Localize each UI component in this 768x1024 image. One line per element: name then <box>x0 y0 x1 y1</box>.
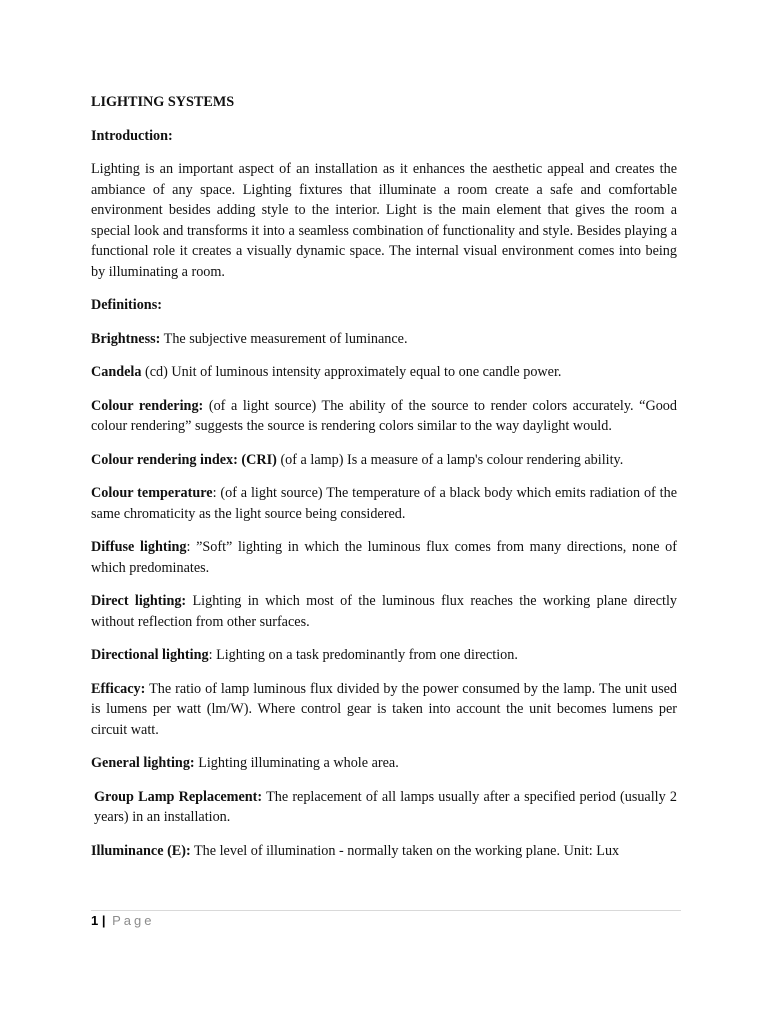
definition-item <box>91 787 677 828</box>
definition-item <box>91 450 677 471</box>
definition-item <box>91 396 677 437</box>
page-separator: | <box>101 913 106 928</box>
page-content <box>91 92 677 874</box>
definition-text: : Lighting on a task predominantly from one direction. <box>208 647 518 663</box>
definition-item <box>91 591 677 632</box>
definition-text: : ”Soft” lighting in which the luminous flux comes from many directions, none of which predominates. <box>91 539 677 576</box>
definition-term: Illuminance (E): <box>91 842 191 859</box>
page-label: Page <box>112 913 155 928</box>
definition-term: Candela <box>91 364 142 380</box>
introduction-paragraph: Lighting is an important aspect of an installation as it enhances the aesthetic appeal and creates the ambiance of any space. Lighting fixtures that illuminate a room create a safe and comfortable environment besides adding style to the interior. Light is the main element that gives the room a special look and transforms it into a seamless combination of functionality and style. Besides playing a functional role it creates a visually dynamic space. The internal visual environment comes into being by illuminating a room. <box>91 161 677 280</box>
definition-item <box>91 483 677 524</box>
definition-term: Colour rendering: <box>91 397 204 414</box>
definition-term: Brightness: <box>91 330 161 347</box>
definition-term: Colour temperature <box>91 485 213 501</box>
page-indicator <box>91 913 681 928</box>
definition-item <box>91 753 677 774</box>
definition-term: Group Lamp Replacement: <box>94 788 263 805</box>
definition-text: The subjective measurement of luminance. <box>160 330 408 347</box>
definition-item <box>91 841 677 862</box>
page-footer <box>91 910 681 928</box>
definition-term: Direct lighting: <box>91 593 187 609</box>
definition-text: (of a light source) The ability of the source to render colors accurately. “Good colour rendering” suggests the source is rendering colors similar to the way daylight would. <box>91 397 677 434</box>
definition-text: (of a lamp) Is a measure of a lamp's colour rendering ability. <box>276 451 624 468</box>
definition-item <box>91 679 677 741</box>
definition-text: The ratio of lamp luminous flux divided by the power consumed by the lamp. The unit used is lumens per watt (lm/W). Where control gear is taken into account the unit becomes lumens per circuit watt. <box>91 680 677 738</box>
definition-item <box>91 362 677 383</box>
definition-term: General lighting: <box>91 755 195 771</box>
definition-text: (cd) Unit of luminous intensity approximately equal to one candle power. <box>141 364 562 380</box>
document-title: LIGHTING SYSTEMS <box>91 94 235 110</box>
introduction-heading: Introduction: <box>91 127 173 144</box>
definition-item <box>91 329 677 350</box>
definition-term: Efficacy: <box>91 680 146 697</box>
definition-text: The level of illumination - normally taken on the working plane. Unit: Lux <box>190 842 620 859</box>
definition-item <box>91 645 677 666</box>
definition-text: Lighting in which most of the luminous flux reaches the working plane directly without reflection from other surfaces. <box>91 593 677 630</box>
definition-term: Directional lighting <box>91 647 209 663</box>
definition-text: Lighting illuminating a whole area. <box>194 755 399 771</box>
definition-item <box>91 537 677 578</box>
definitions-heading: Definitions: <box>91 297 162 313</box>
definition-term: Colour rendering index: (CRI) <box>91 451 277 468</box>
definitions-list <box>91 329 677 862</box>
definition-text: The replacement of all lamps usually after a specified period (usually 2 years) in an installation. <box>94 788 677 825</box>
definition-term: Diffuse lighting <box>91 539 187 555</box>
page-number: 1 <box>91 913 99 928</box>
definition-text: : (of a light source) The temperature of a black body which emits radiation of the same chromaticity as the light source being considered. <box>91 485 677 522</box>
